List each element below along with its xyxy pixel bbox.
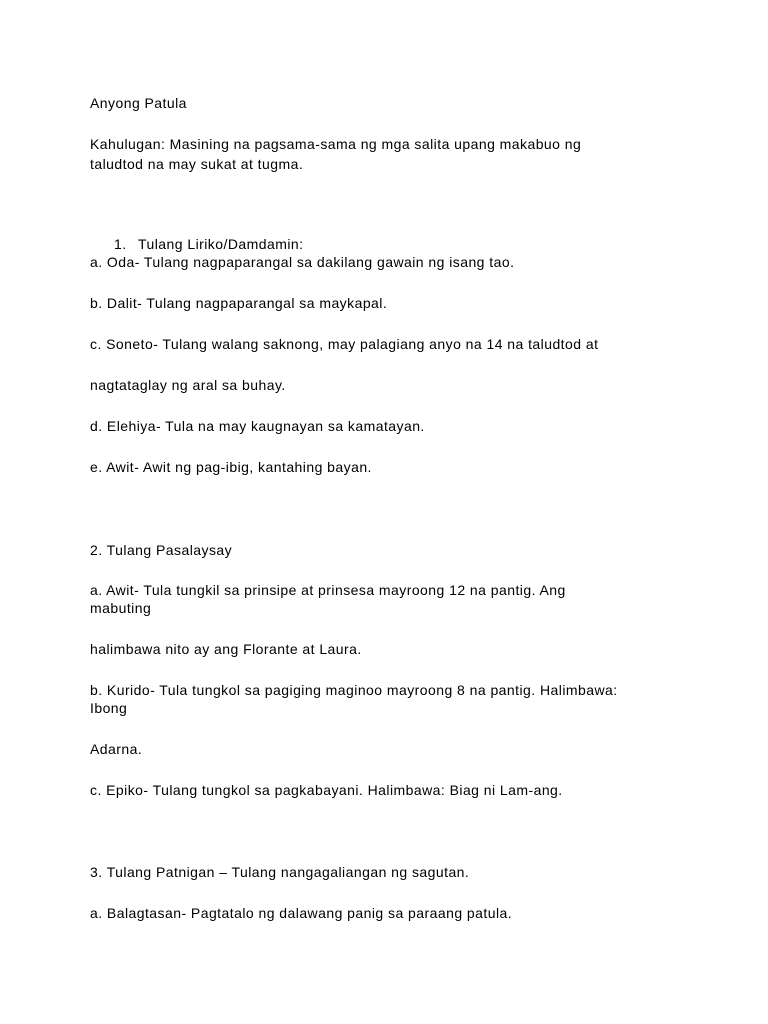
section-1-heading <box>114 235 303 253</box>
section-2-item-c: c. Epiko- Tulang tungkol sa pagkabayani. Halimbawa: Biag ni Lam-ang. <box>90 782 563 798</box>
section-1-item-d: d. Elehiya- Tula na may kaugnayan sa kamatayan. <box>90 418 425 434</box>
section-1-heading-text: Tulang Liriko/Damdamin: <box>138 236 304 252</box>
section-2-item-b-wrap: Ibong <box>90 700 128 716</box>
section-2-item-b: b. Kurido- Tula tungkol sa pagiging maginoo mayroong 8 na pantig. Halimbawa: <box>90 682 618 698</box>
section-1-item-e: e. Awit- Awit ng pag-ibig, kantahing bayan. <box>90 459 372 475</box>
section-3-item-a: a. Balagtasan- Pagtatalo ng dalawang panig sa paraang patula. <box>90 905 513 921</box>
section-2-item-b-continued: Adarna. <box>90 741 143 757</box>
section-2-item-a-wrap: mabuting <box>90 600 152 616</box>
document-title: Anyong Patula <box>90 95 187 111</box>
section-2-heading: 2. Tulang Pasalaysay <box>90 542 233 558</box>
section-1-item-c-continued: nagtataglay ng aral sa buhay. <box>90 377 286 393</box>
section-1-item-b: b. Dalit- Tulang nagpaparangal sa maykapal. <box>90 295 388 311</box>
section-1-item-a: a. Oda- Tulang nagpaparangal sa dakilang gawain ng isang tao. <box>90 254 515 270</box>
section-2-item-a: a. Awit- Tula tungkil sa prinsipe at prinsesa mayroong 12 na pantig. Ang <box>90 582 566 598</box>
section-3-heading: 3. Tulang Patnigan – Tulang nangagaliangan ng sagutan. <box>90 864 470 880</box>
section-2-item-a-continued: halimbawa nito ay ang Florante at Laura. <box>90 641 362 657</box>
section-1-item-c: c. Soneto- Tulang walang saknong, may palagiang anyo na 14 na taludtod at <box>90 336 599 352</box>
definition-line-1: Kahulugan: Masining na pagsama-sama ng mga salita upang makabuo ng <box>90 136 582 152</box>
definition-line-2: taludtod na may sukat at tugma. <box>90 156 304 172</box>
section-1-number: 1. <box>114 236 127 252</box>
